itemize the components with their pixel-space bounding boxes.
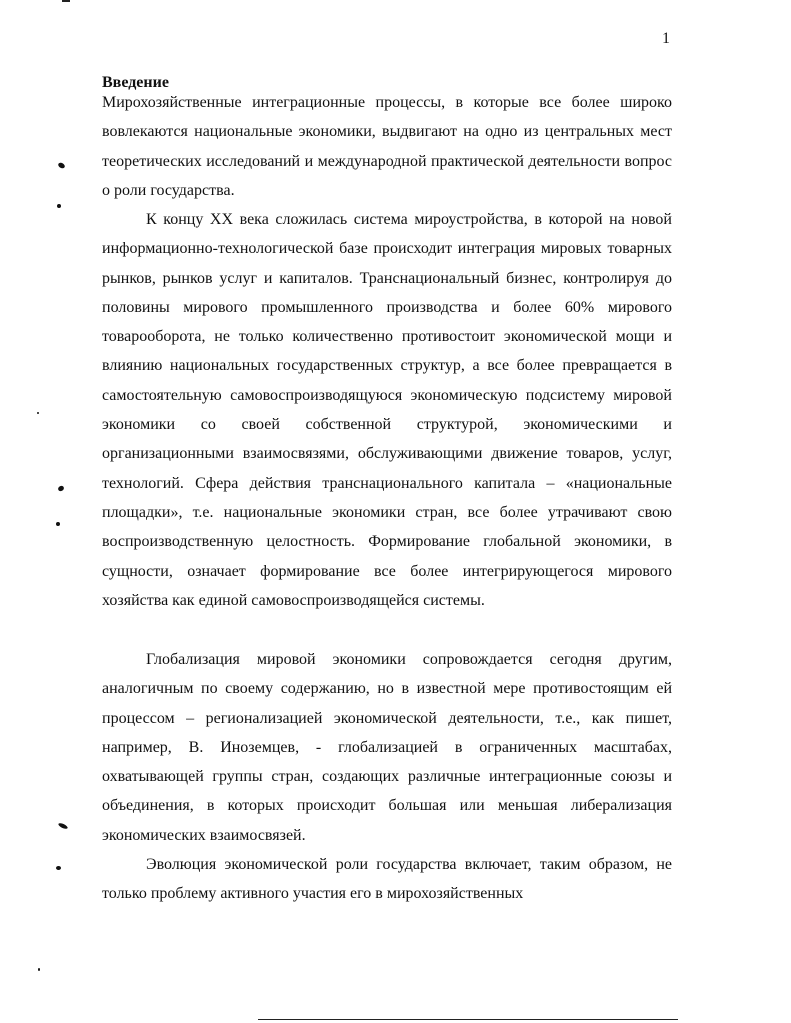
section-heading: Введение [102,74,169,91]
paragraph-1-text: Мирохозяйственные интеграционные процессы, в которые все более широко вовлекаются национальные экономики, выдвигают на одно из центральных мест теоретических исследований и международной практической деятельности вопрос о роли государства. [102,94,672,199]
scan-artifact-top [62,0,70,2]
scan-speck [57,485,65,492]
scan-speck [57,204,61,208]
bottom-rule [258,1019,678,1020]
scan-speck [56,522,60,526]
scan-speck [37,412,39,414]
page-number: 1 [662,30,670,47]
paragraph-4: Эволюция экономической роли государства включает, таким образом, не только проблему активного участия его в мирохозяйственных [102,856,672,903]
paragraph-2: К концу XX века сложилась система мироустройства, в которой на новой информационно-технологической базе происходит интеграция мировых товарных рынков, рынков услуг и капиталов. Транснациональный бизнес, контролируя до половины мирового промышленного производства и более 60% мирового товарооборота, не только количественно противостоит экономической мощи и влиянию национальных государственных структур, а все более превращается в самостоятельную самовоспроизводящуюся экономическую подсистему мировой экономики со своей собственной структурой, экономическими и организационными взаимосвязями, обслуживающими движение товаров, услуг, технологий. Сфера действия транснационального капитала – «национальные площадки», т.е. национальные экономики стран, все более утрачивают свою воспроизводственную целостность. Формирование глобальной экономики, в сущности, означает формирование все более интегрирующегося мирового хозяйства как единой самовоспроизводящейся системы. [102,211,672,609]
paragraph-intro [102,88,672,205]
scan-speck [56,866,61,870]
scan-speck [38,968,40,971]
paragraph-3: Глобализация мировой экономики сопровождается сегодня другим, аналогичным по своему содержанию, но в известной мере противостоящим ей процессом – регионализацией экономической деятельности, т.е., как пишет, например, В. Иноземцев, - глобализацией в ограниченных масштабах, охватывающей группы стран, создающих различные интеграционные союзы и объединения, в которых происходит большая или меньшая либерализация экономических взаимосвязей. [102,651,672,844]
scan-speck [58,822,69,830]
scan-speck [57,162,66,170]
